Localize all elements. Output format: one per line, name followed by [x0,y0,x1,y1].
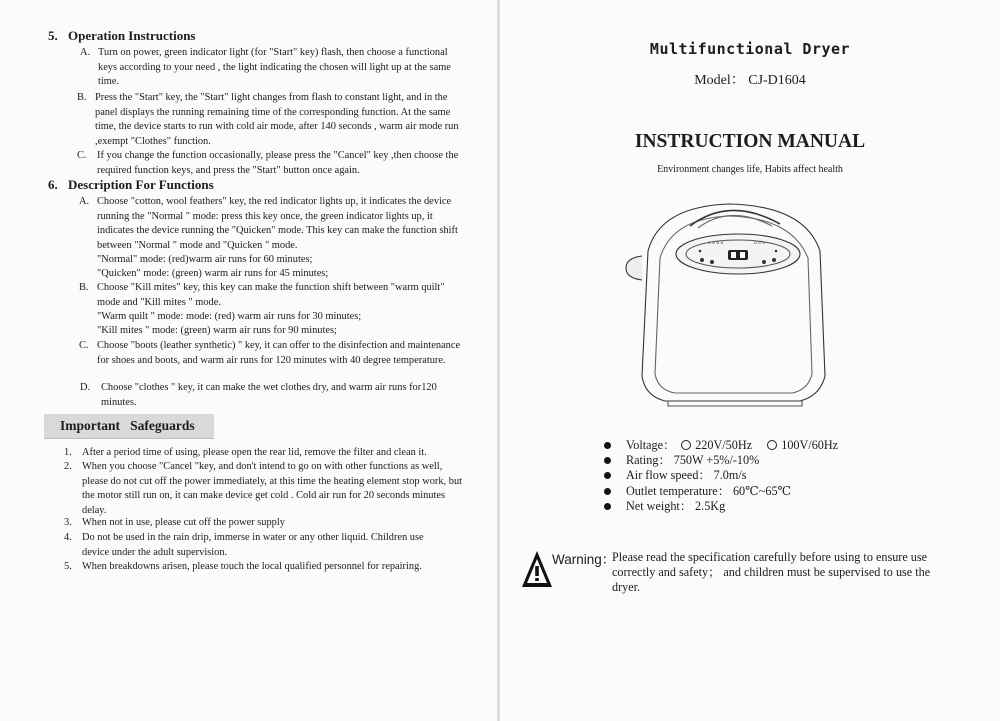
item-text: Choose "Kill mites" key, this key can make the function shift between "warm quilt" mode and "Kill mites " mode. [97,282,445,308]
bullet-dot-icon [604,472,611,479]
item-text: Choose "cotton, wool feathers" key, the red indicator lights up, it indicates the device running the "Normal " mode: press this key once, the green indicator lights up, it indicates the device running the "Quicken" mode. This key can make the function shift between "Normal " mode and "Quicken " mode. [97,196,458,251]
operation-item-a [80,46,465,90]
item-label: 1. [64,447,72,458]
bullet-dot-icon [604,488,611,495]
item-label: C. [79,340,89,351]
section-title: Operation Instructions [68,28,196,43]
spec-voltage [600,438,838,453]
mode-quicken-line: "Quicken" mode: (green) warm air runs for 45 minutes; [97,268,329,279]
warning-text: Please read the specification carefully before using to ensure use correctly and safety； and children must be supervised to use the dryer. [612,550,931,594]
item-text: Choose "clothes " key, it can make the wet clothes dry, and warm air runs for120 minutes. [101,382,437,408]
item-label: C. [77,150,87,161]
svg-text:o o o o: o o o o [708,241,724,246]
description-item-a [79,195,464,253]
voltage-option-1: 220V/50Hz [695,438,753,452]
safeguards-heading-box [44,414,214,439]
specs-list [600,438,838,514]
left-page [0,0,499,721]
warning-triangle-icon [520,548,554,590]
safeguard-item-1 [64,446,464,461]
tagline: Environment changes life, Habits affect health [657,164,843,175]
item-label: A. [80,47,91,58]
spec-text: Outlet temperature： 60℃~65℃ [626,483,792,498]
right-page [500,0,1000,721]
item-text: Turn on power, green indicator light (for "Start" key) flash, then choose a functional keys according to your need , the light indicating the chosen will light up at the same time. [98,47,451,88]
description-item-d [80,381,460,410]
section-number: 6. [48,177,58,192]
spec-outlet-temperature [600,484,838,499]
item-text: When you choose "Cancel "key, and don't intend to go on with other functions as well, please do not cut off the power immediately, at this time the heating element stop work, but the motor still run on, it can make device get cold . Cold air run for 20 seconds minutes delay. [82,461,463,516]
description-item-b [79,281,464,310]
mode-normal-line: "Normal" mode: (red)warm air runs for 60 minutes; [97,254,313,265]
radio-circle-icon [767,440,777,450]
item-label: A. [79,196,90,207]
item-label: B. [77,92,87,103]
item-text: After a period time of using, please open the rear lid, remove the filter and clean it. [82,447,427,458]
spec-airflow [600,468,838,483]
mode-warm-quilt-line: "Warm quilt " mode: mode: (red) warm air runs for 30 minutes; [97,311,362,322]
section-number: 5. [48,28,58,43]
dryer-illustration [620,196,860,411]
section-operation-heading [48,28,195,44]
product-title: Multifunctional Dryer [649,40,851,58]
safeguard-item-4 [64,531,444,560]
mode-kill-mites-line: "Kill mites " mode: (green) warm air runs for 90 minutes; [97,325,337,336]
spec-net-weight [600,499,838,514]
bullet-dot-icon [604,442,611,449]
section-description-heading [48,177,214,193]
item-text: If you change the function occasionally, please press the "Cancel" key ,then choose the required function keys, and press the "Start" button once again. [97,150,459,176]
svg-text:o o o: o o o [754,241,766,246]
safeguard-item-3 [64,516,464,531]
safeguard-item-5 [64,560,464,575]
item-text: When breakdowns arisen, please touch the local qualified personnel for repairing. [82,561,422,572]
spec-label: Voltage： [626,438,676,452]
item-label: 5. [64,561,72,572]
safeguard-item-2 [64,460,464,518]
item-text: When not in use, please cut off the power supply [82,517,285,528]
item-label: 3. [64,517,72,528]
spec-text: Net weight： 2.5Kg [626,498,726,513]
warning-label: Warning： [552,552,616,567]
operation-item-b [77,91,467,149]
model-number: Model： CJ-D1604 [694,73,806,88]
item-text: Do not be used in the rain drip, immerse in water or any other liquid. Children use device under the adult supervision. [82,532,424,558]
spec-rating [600,453,838,468]
bullet-dot-icon [604,503,611,510]
item-label: B. [79,282,89,293]
item-label: 2. [64,461,72,472]
bullet-dot-icon [604,457,611,464]
radio-circle-icon [681,440,691,450]
voltage-option-2: 100V/60Hz [781,438,839,452]
operation-item-c [77,149,467,178]
safeguards-title: Important Safeguards [60,418,195,433]
item-text: Press the "Start" key, the "Start" light changes from flash to constant light, and in the panel displays the running remaining time of the corresponding function. At the same time, the device starts to run with cold air mode, after 140 seconds , warm air mode run ,exempt "Clothes" function. [95,92,459,147]
item-label: D. [80,382,91,393]
spec-text: Rating： 750W +5%/-10% [626,453,760,468]
description-item-c [79,339,464,368]
item-text: Choose "boots (leather synthetic) " key, it can offer to the disinfection and maintenance for shoes and boots, and warm air runs for 120 minutes with 40 degree temperature. [97,340,461,366]
manual-title: INSTRUCTION MANUAL [634,131,866,152]
spec-text: Air flow speed： 7.0m/s [626,468,747,483]
item-label: 4. [64,532,72,543]
section-title: Description For Functions [68,177,214,192]
